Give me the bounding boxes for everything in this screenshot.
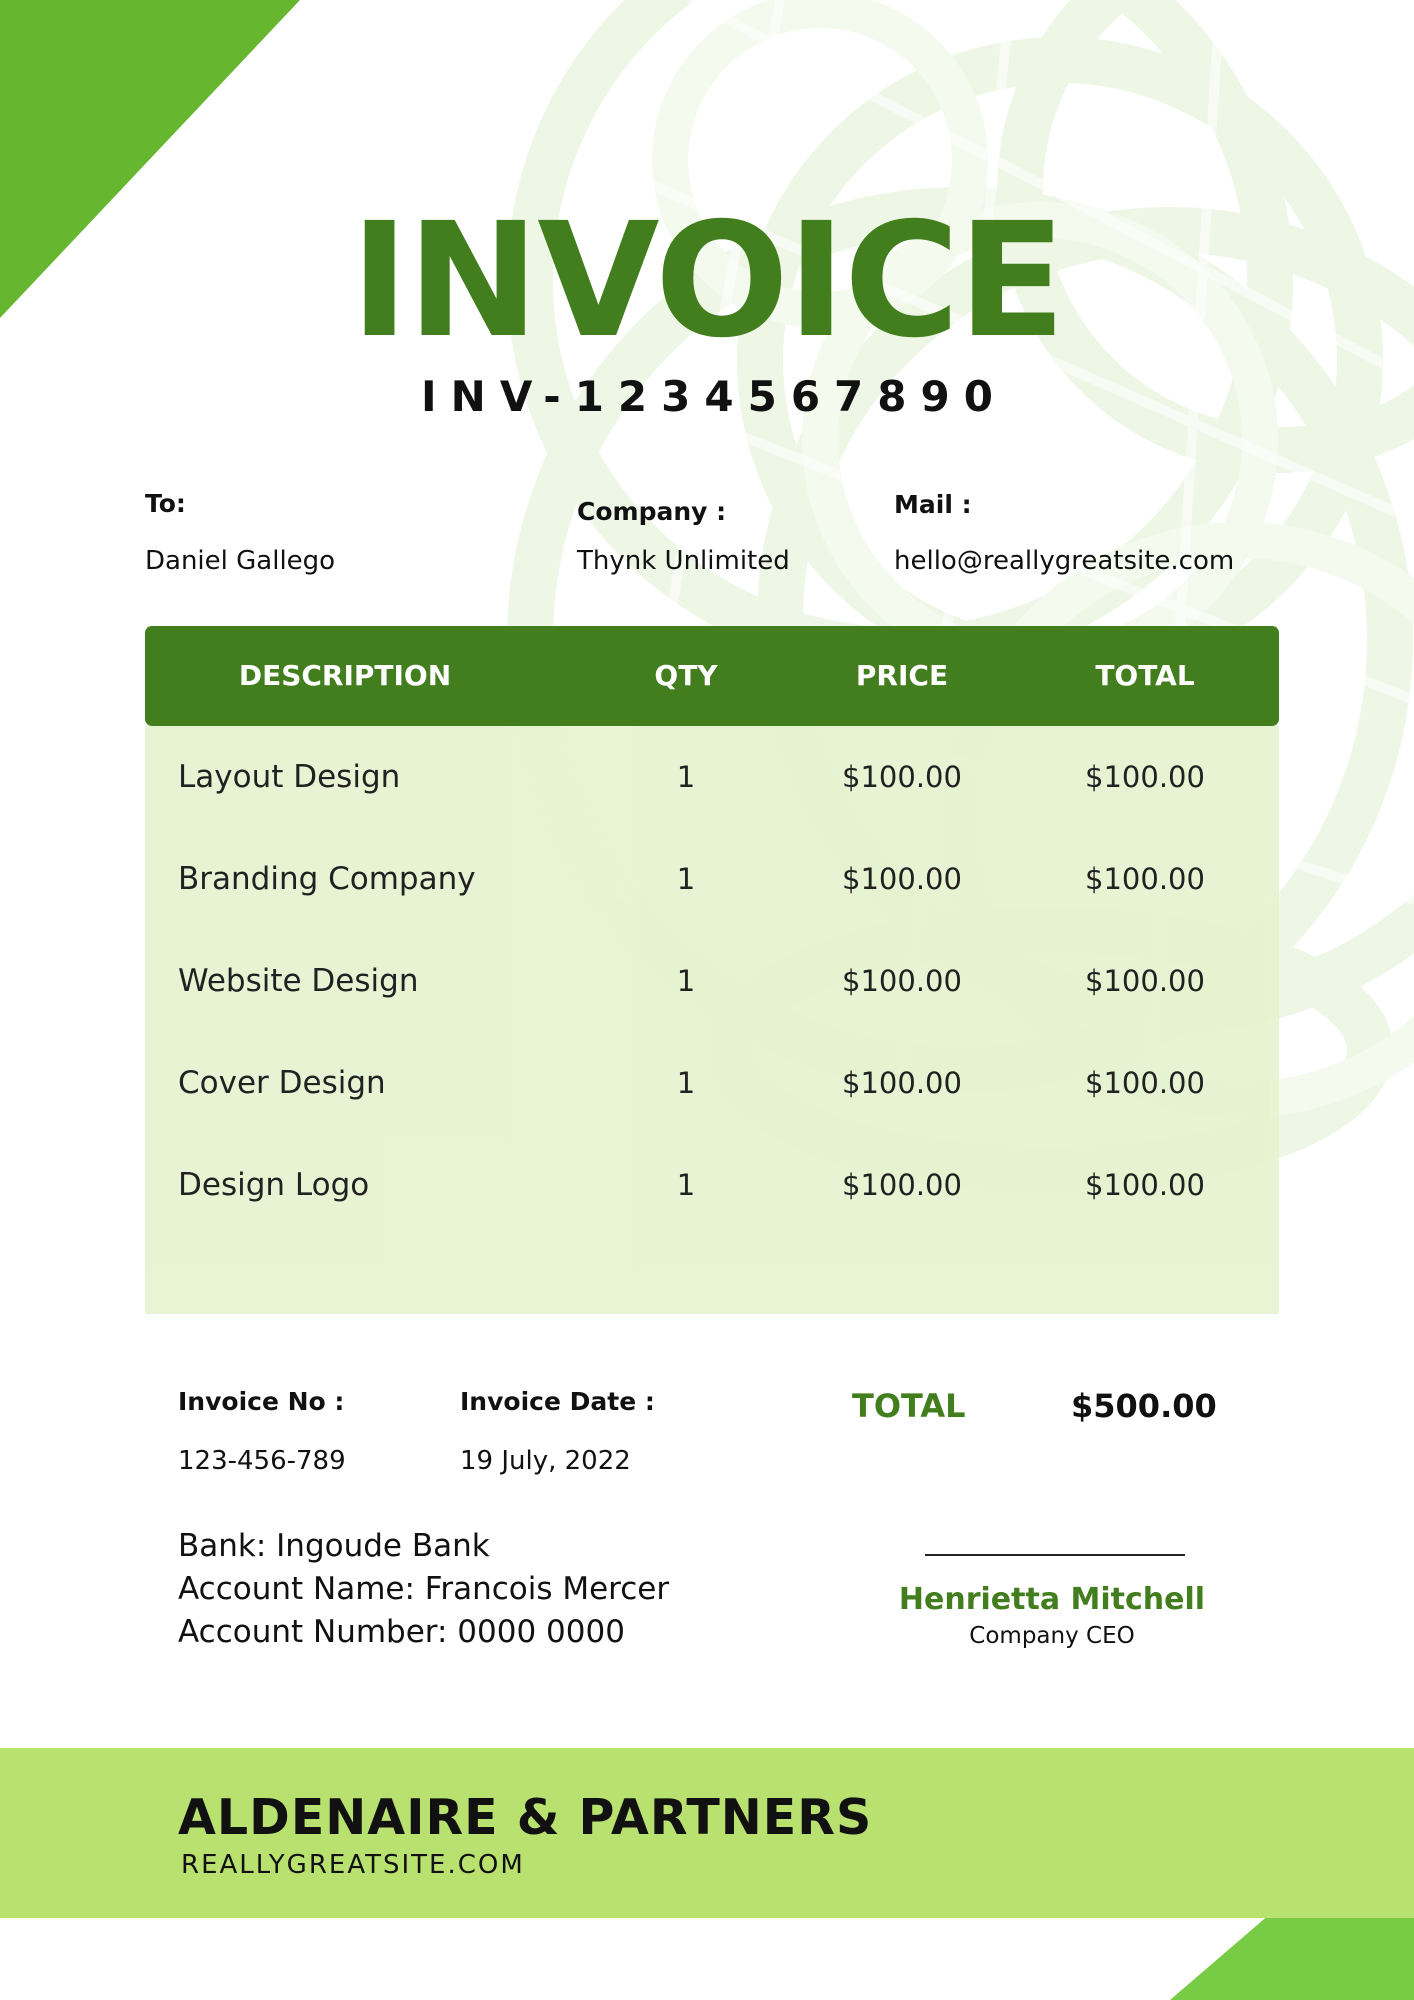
invoice-no-value: 123-456-789: [178, 1446, 346, 1476]
row-description: Layout Design: [178, 759, 401, 795]
row-qty: 1: [676, 760, 696, 794]
column-header-total: TOTAL: [1095, 659, 1195, 692]
row-total: $100.00: [1085, 1066, 1205, 1100]
table-header: [145, 626, 1279, 726]
table-row: [145, 726, 1279, 828]
total-value: $500.00: [1071, 1387, 1217, 1425]
row-total: $100.00: [1085, 1168, 1205, 1202]
signature-line: [925, 1554, 1185, 1556]
invoice-no-label: Invoice No :: [178, 1387, 345, 1416]
table-body: [145, 726, 1279, 1314]
row-qty: 1: [676, 862, 696, 896]
row-price: $100.00: [842, 1168, 962, 1202]
mail-value: hello@reallygreatsite.com: [894, 546, 1235, 576]
account-number: Account Number: 0000 0000: [178, 1614, 625, 1650]
row-qty: 1: [676, 964, 696, 998]
signatory-role: Company CEO: [969, 1623, 1135, 1649]
column-header-description: DESCRIPTION: [238, 659, 452, 692]
row-qty: 1: [676, 1168, 696, 1202]
row-description: Website Design: [178, 963, 419, 999]
invoice-code: INV-1234567890: [421, 372, 1007, 421]
mail-label: Mail :: [894, 490, 972, 519]
to-value: Daniel Gallego: [145, 546, 336, 576]
row-price: $100.00: [842, 1066, 962, 1100]
row-total: $100.00: [1085, 964, 1205, 998]
company-value: Thynk Unlimited: [577, 546, 790, 576]
company-label: Company :: [577, 497, 727, 526]
row-total: $100.00: [1085, 760, 1205, 794]
invoice-title: INVOICE: [350, 189, 1064, 373]
row-description: Design Logo: [178, 1167, 370, 1203]
firm-name: ALDENAIRE & PARTNERS: [178, 1789, 873, 1846]
total-label: TOTAL: [852, 1387, 966, 1425]
table-row: [145, 828, 1279, 930]
bank-name: Bank: Ingoude Bank: [178, 1528, 490, 1564]
row-price: $100.00: [842, 964, 962, 998]
row-price: $100.00: [842, 760, 962, 794]
column-header-qty: QTY: [654, 659, 718, 692]
row-total: $100.00: [1085, 862, 1205, 896]
row-description: Branding Company: [178, 861, 476, 897]
website-link[interactable]: REALLYGREATSITE.COM: [181, 1850, 525, 1880]
table-row: [145, 1134, 1279, 1236]
row-price: $100.00: [842, 862, 962, 896]
invoice-date-value: 19 July, 2022: [460, 1446, 631, 1476]
table-row: [145, 930, 1279, 1032]
to-label: To:: [145, 489, 186, 518]
row-qty: 1: [676, 1066, 696, 1100]
signatory-name: Henrietta Mitchell: [898, 1582, 1206, 1617]
row-description: Cover Design: [178, 1065, 386, 1101]
column-header-price: PRICE: [855, 659, 949, 692]
invoice-date-label: Invoice Date :: [460, 1387, 655, 1416]
table-row: [145, 1032, 1279, 1134]
account-name: Account Name: Francois Mercer: [178, 1571, 670, 1607]
